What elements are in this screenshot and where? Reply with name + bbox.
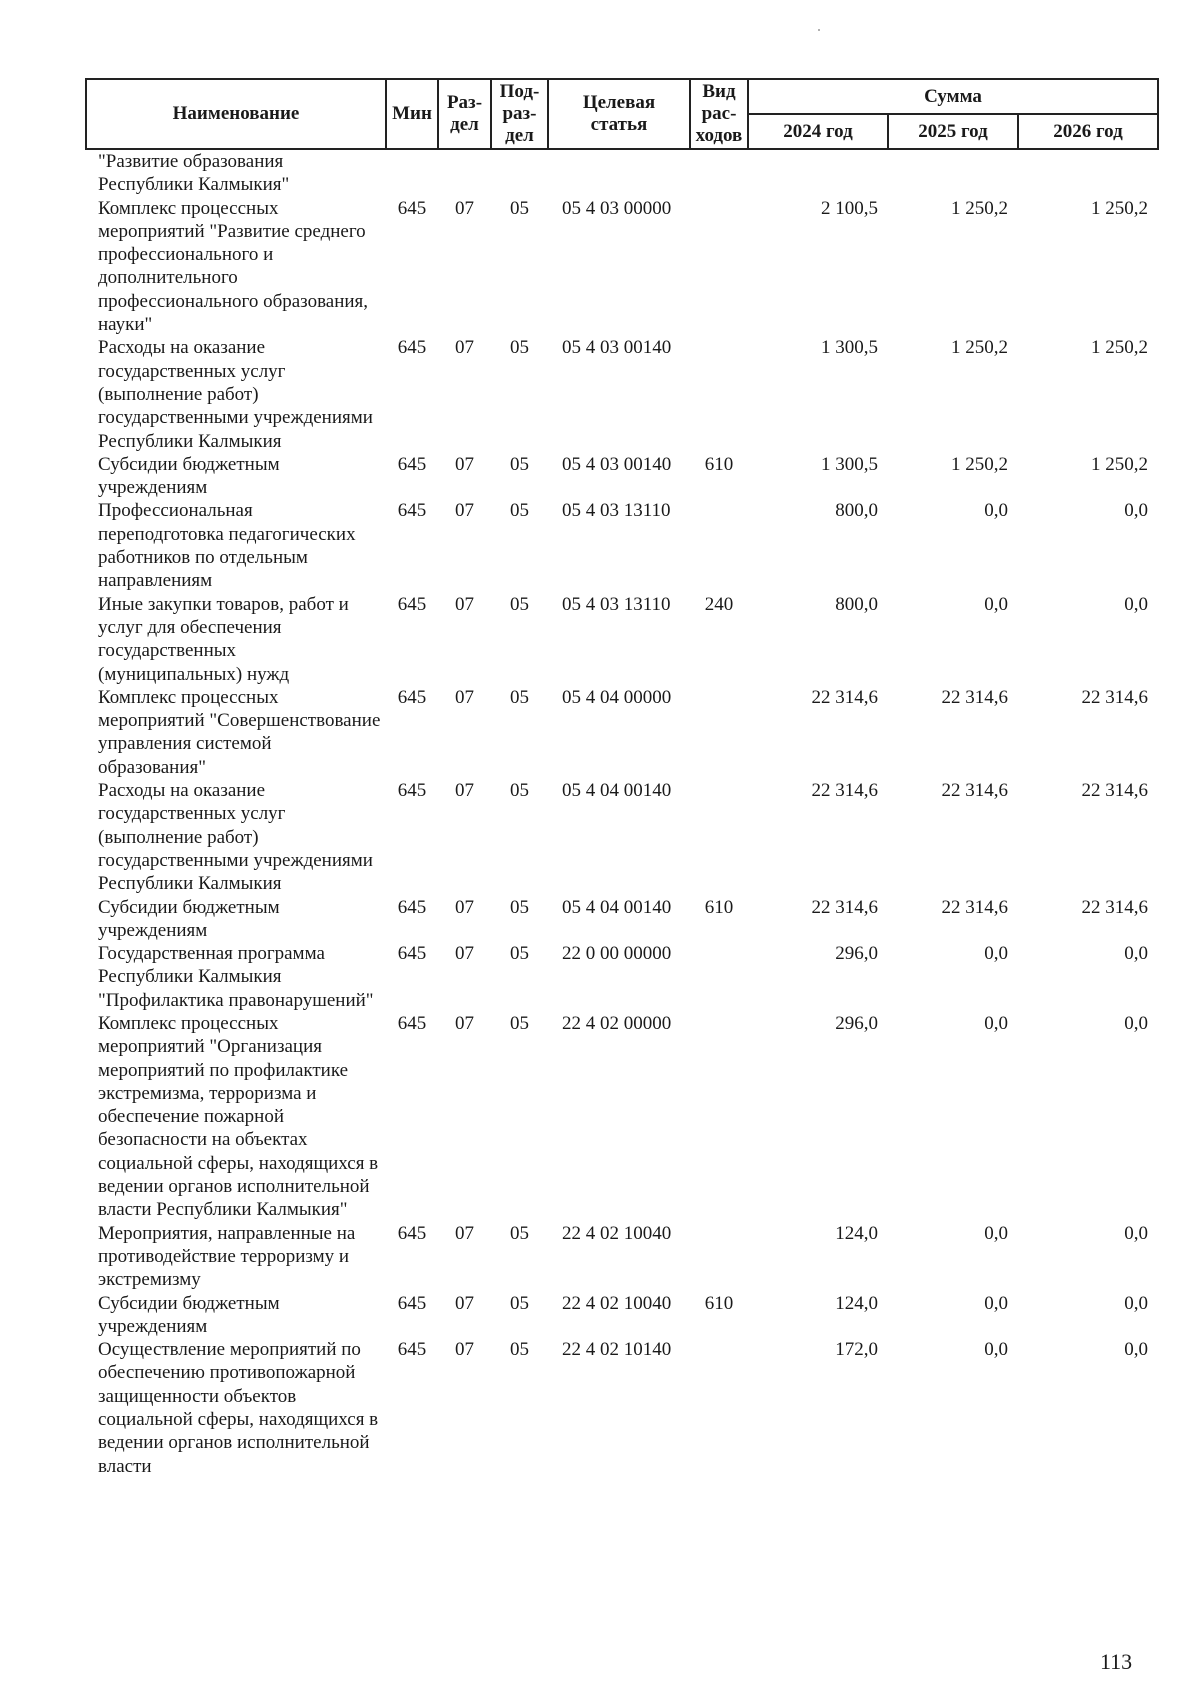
- row-podrazdel: 05: [510, 1012, 529, 1034]
- row-sum-2024: 2 100,5: [821, 197, 878, 219]
- row-min: 645: [397, 593, 427, 615]
- row-min: 645: [397, 1222, 427, 1244]
- header-razdel: Раз- дел: [438, 79, 491, 149]
- row-razdel: 07: [455, 686, 474, 708]
- row-min: 645: [397, 686, 427, 708]
- row-sum-2026: 1 250,2: [1091, 197, 1149, 219]
- row-target-article: 22 4 02 00000: [562, 1012, 672, 1034]
- row-min: 645: [397, 453, 427, 475]
- row-sum-2025: 0,0: [984, 500, 1008, 522]
- row-target-article: 22 4 02 10040: [562, 1222, 672, 1244]
- table-row: [86, 1292, 1158, 1339]
- row-expense-type: [690, 197, 748, 337]
- row-podrazdel: 05: [510, 1339, 529, 1361]
- row-sum-2024: 296,0: [835, 943, 878, 965]
- table-row: [86, 1338, 1158, 1478]
- row-sum-2026: 0,0: [1124, 1222, 1149, 1244]
- header-podrazdel: Под- раз- дел: [491, 79, 548, 149]
- row-target-article: 05 4 03 00140: [562, 453, 672, 475]
- row-podrazdel: 05: [510, 780, 529, 802]
- row-sum-2025: 0,0: [984, 1222, 1008, 1244]
- row-expense-type: [690, 686, 748, 779]
- scan-speck: [818, 29, 820, 31]
- row-podrazdel: [491, 149, 548, 197]
- row-sum-2026: 0,0: [1124, 500, 1149, 522]
- row-sum-2025: 22 314,6: [941, 780, 1008, 802]
- row-podrazdel: 05: [510, 500, 529, 522]
- row-sum-2024: 124,0: [835, 1292, 878, 1314]
- row-razdel: 07: [455, 1222, 474, 1244]
- table-row: [86, 942, 1158, 1012]
- table-body: [86, 149, 1158, 1478]
- row-sum-2025: [888, 149, 1018, 197]
- row-target-article: 05 4 03 13110: [562, 500, 671, 522]
- row-name: Субсидии бюджетным учреждениям: [98, 1292, 280, 1337]
- row-expense-type: 610: [704, 453, 734, 475]
- row-name: Осуществление мероприятий по обеспечению противопожарной защищенности объектов социальной сферы, находящихся в ведении органов исполнительной власти: [98, 1339, 379, 1477]
- row-name: Субсидии бюджетным учреждениям: [98, 896, 280, 941]
- row-target-article: 22 4 02 10040: [562, 1292, 672, 1314]
- row-expense-type: [690, 336, 748, 452]
- row-sum-2026: 22 314,6: [1081, 686, 1149, 708]
- row-sum-2026: 0,0: [1124, 943, 1149, 965]
- row-expense-type: [690, 1338, 748, 1478]
- row-razdel: 07: [455, 593, 474, 615]
- row-podrazdel: 05: [510, 453, 529, 475]
- row-name: Расходы на оказание государственных услуг (выполнение работ) государственными учреждениями Республики Калмыкия: [98, 337, 373, 452]
- row-min: 645: [397, 896, 427, 918]
- row-razdel: 07: [455, 1292, 474, 1314]
- row-razdel: 07: [455, 1339, 474, 1361]
- row-sum-2024: 800,0: [835, 593, 878, 615]
- row-expense-type: [690, 1012, 748, 1222]
- row-target-article: [548, 149, 690, 197]
- row-sum-2026: 0,0: [1124, 1339, 1149, 1361]
- row-sum-2024: 22 314,6: [811, 896, 878, 918]
- table-row: [86, 593, 1158, 686]
- row-sum-2024: 124,0: [835, 1222, 878, 1244]
- row-podrazdel: 05: [510, 686, 529, 708]
- row-target-article: 05 4 04 00140: [562, 780, 672, 802]
- table-row: [86, 149, 1158, 197]
- row-name: Профессиональная переподготовка педагогических работников по отдельным направлениям: [98, 500, 356, 592]
- table-row: [86, 197, 1158, 337]
- row-sum-2025: 22 314,6: [941, 896, 1008, 918]
- row-podrazdel: 05: [510, 1222, 529, 1244]
- row-min: 645: [397, 337, 427, 359]
- table-row: [86, 896, 1158, 943]
- row-min: [386, 149, 438, 197]
- row-sum-2025: 22 314,6: [941, 686, 1008, 708]
- row-name: Комплекс процессных мероприятий "Совершенствование управления системой образования": [98, 686, 381, 778]
- row-podrazdel: 05: [510, 943, 529, 965]
- budget-table: [85, 78, 1159, 1478]
- row-expense-type: [690, 1222, 748, 1292]
- header-year-2024: 2024 год: [748, 114, 888, 149]
- row-sum-2024: 22 314,6: [811, 780, 878, 802]
- row-podrazdel: 05: [510, 1292, 529, 1314]
- table-row: [86, 779, 1158, 895]
- row-sum-2024: 1 300,5: [821, 337, 878, 359]
- row-expense-type: [690, 499, 748, 592]
- row-expense-type: [690, 779, 748, 895]
- header-min: Мин: [386, 79, 438, 149]
- row-sum-2026: 0,0: [1124, 593, 1149, 615]
- row-min: 645: [397, 500, 427, 522]
- row-min: 645: [397, 780, 427, 802]
- row-name: "Развитие образования Республики Калмыкия": [98, 151, 290, 196]
- table-row: [86, 499, 1158, 592]
- row-razdel: 07: [455, 780, 474, 802]
- row-sum-2026: 22 314,6: [1081, 780, 1149, 802]
- row-sum-2026: 1 250,2: [1091, 453, 1149, 475]
- row-sum-2025: 0,0: [984, 1292, 1008, 1314]
- row-sum-2024: [748, 149, 888, 197]
- row-razdel: 07: [455, 197, 474, 219]
- row-sum-2025: 0,0: [984, 943, 1008, 965]
- row-razdel: 07: [455, 1012, 474, 1034]
- row-razdel: 07: [455, 500, 474, 522]
- row-sum-2025: 0,0: [984, 1012, 1008, 1034]
- row-expense-type: 610: [704, 1292, 734, 1314]
- row-min: 645: [397, 943, 427, 965]
- row-sum-2026: 0,0: [1124, 1292, 1149, 1314]
- row-sum-2024: 1 300,5: [821, 453, 878, 475]
- row-razdel: 07: [455, 453, 474, 475]
- row-podrazdel: 05: [510, 337, 529, 359]
- row-sum-2025: 1 250,2: [951, 453, 1008, 475]
- table-row: [86, 336, 1158, 452]
- row-name: Расходы на оказание государственных услуг (выполнение работ) государственными учреждениями Республики Калмыкия: [98, 780, 373, 895]
- row-sum-2025: 0,0: [984, 1339, 1008, 1361]
- row-expense-type: [690, 942, 748, 1012]
- table-row: [86, 1222, 1158, 1292]
- row-target-article: 05 4 04 00140: [562, 896, 672, 918]
- row-sum-2024: 22 314,6: [811, 686, 878, 708]
- header-summa: Сумма: [748, 79, 1158, 114]
- header-target: Целевая статья: [548, 79, 690, 149]
- row-podrazdel: 05: [510, 896, 529, 918]
- row-name: Иные закупки товаров, работ и услуг для обеспечения государственных (муниципальных) нужд: [98, 593, 349, 685]
- row-sum-2024: 800,0: [835, 500, 878, 522]
- row-sum-2026: [1018, 149, 1158, 197]
- header-year-2026: 2026 год: [1018, 114, 1158, 149]
- row-name: Государственная программа Республики Калмыкия "Профилактика правонарушений": [98, 943, 374, 1011]
- row-podrazdel: 05: [510, 593, 529, 615]
- row-razdel: 07: [455, 896, 474, 918]
- row-sum-2026: 1 250,2: [1091, 337, 1149, 359]
- row-name: Мероприятия, направленные на противодействие терроризму и экстремизму: [98, 1222, 356, 1291]
- row-razdel: [438, 149, 491, 197]
- row-target-article: 05 4 03 13110: [562, 593, 671, 615]
- row-podrazdel: 05: [510, 197, 529, 219]
- page-number: 113: [1100, 1649, 1133, 1674]
- row-expense-type: 610: [704, 896, 734, 918]
- row-sum-2025: 1 250,2: [951, 337, 1008, 359]
- header-vid: Вид рас- ходов: [690, 79, 748, 149]
- row-expense-type: [690, 149, 748, 197]
- row-sum-2026: 22 314,6: [1081, 896, 1149, 918]
- row-target-article: 05 4 03 00140: [562, 337, 672, 359]
- row-sum-2026: 0,0: [1124, 1012, 1149, 1034]
- table-row: [86, 1012, 1158, 1222]
- header-name: Наименование: [86, 79, 386, 149]
- row-name: Комплекс процессных мероприятий "Развитие среднего профессионального и дополнительного профессионального образования, науки": [98, 197, 369, 336]
- row-sum-2024: 296,0: [835, 1012, 878, 1034]
- row-sum-2025: 0,0: [984, 593, 1008, 615]
- table-row: [86, 686, 1158, 779]
- row-target-article: 22 4 02 10140: [562, 1339, 672, 1361]
- row-name: Субсидии бюджетным учреждениям: [98, 453, 280, 499]
- row-min: 645: [397, 1292, 427, 1314]
- row-min: 645: [397, 197, 427, 219]
- row-target-article: 22 0 00 00000: [562, 943, 672, 965]
- table-row: [86, 453, 1158, 500]
- row-expense-type: 240: [704, 593, 734, 615]
- table-header: [86, 79, 1158, 149]
- row-target-article: 05 4 03 00000: [562, 197, 672, 219]
- row-name: Комплекс процессных мероприятий "Организация мероприятий по профилактике экстремизма, терроризма и обеспечение пожарной безопасности на объектах социальной сферы, находящихся в ведении органов исполнительной власти Республики Калмыкия": [98, 1012, 379, 1221]
- row-target-article: 05 4 04 00000: [562, 686, 672, 708]
- row-razdel: 07: [455, 337, 474, 359]
- row-min: 645: [397, 1339, 427, 1361]
- row-razdel: 07: [455, 943, 474, 965]
- header-year-2025: 2025 год: [888, 114, 1018, 149]
- row-min: 645: [397, 1012, 427, 1034]
- row-sum-2025: 1 250,2: [951, 197, 1008, 219]
- row-sum-2024: 172,0: [835, 1339, 878, 1361]
